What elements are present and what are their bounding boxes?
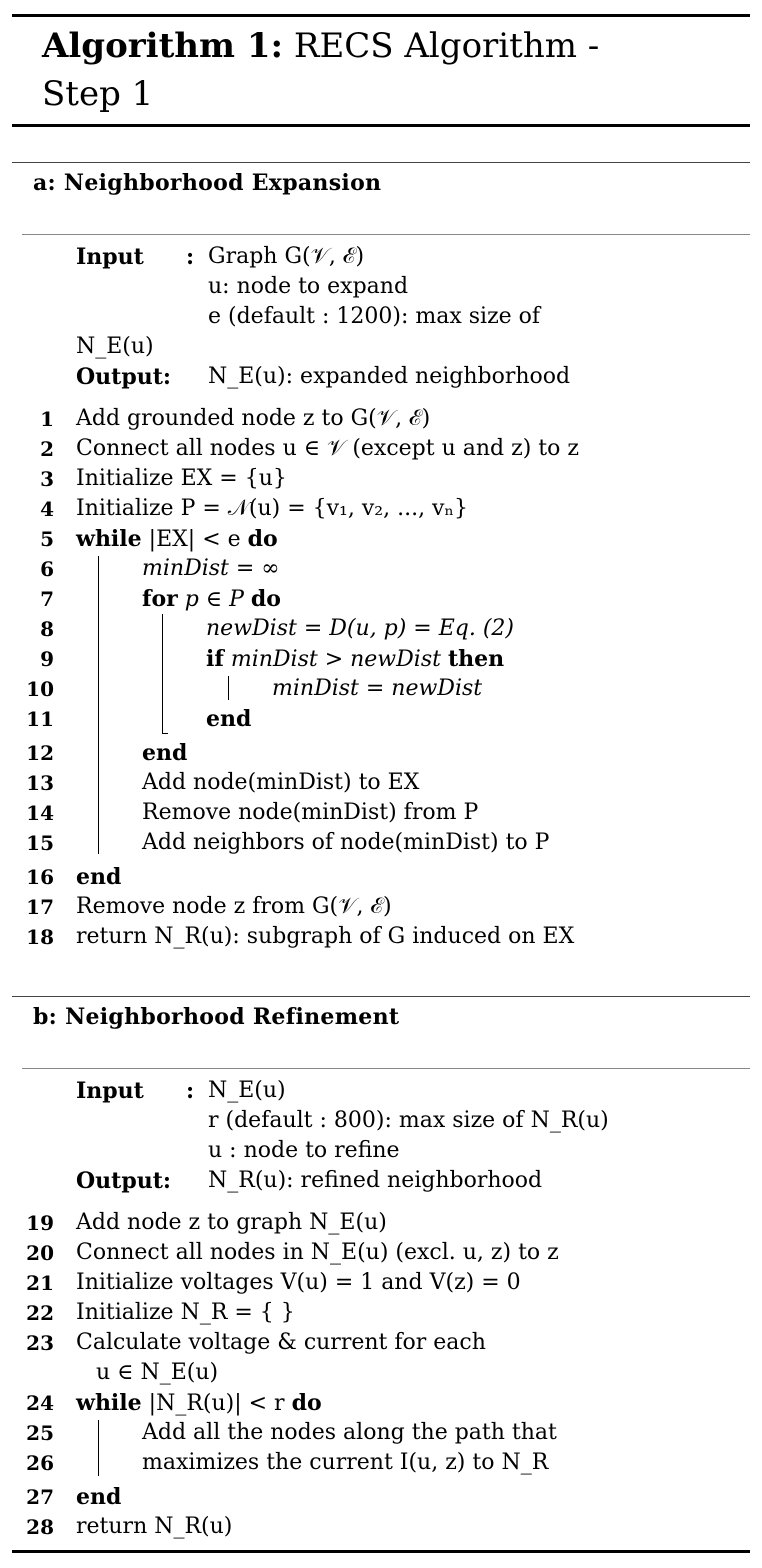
line-number: 14: [26, 801, 54, 825]
output-label-b: Output:: [76, 1168, 171, 1194]
expr: |N_R(u)| < r: [148, 1391, 285, 1416]
code-line: end: [76, 1484, 122, 1510]
input-a-wrap: N_E(u): [76, 334, 154, 359]
line-number: 18: [26, 925, 54, 949]
top-rule: [12, 14, 750, 17]
for-block-bar: [162, 614, 163, 734]
code-line: Initialize EX = {u}: [76, 466, 287, 491]
code-line: Connect all nodes u ∈ 𝒱 (except u and z) to z: [76, 436, 579, 461]
line-number: 3: [40, 467, 54, 491]
keyword: then: [447, 646, 505, 672]
line-number: 7: [40, 587, 54, 611]
code-line: Initialize N_R = { }: [76, 1300, 295, 1325]
code-line: Add all the nodes along the path that: [142, 1420, 557, 1445]
code-line: Add node(minDist) to EX: [142, 770, 420, 795]
code-line: Add neighbors of node(minDist) to P: [142, 830, 550, 855]
if-block-bar: [228, 676, 229, 700]
code-line: end: [142, 740, 188, 766]
keyword: while: [76, 1390, 142, 1416]
line-number: 20: [26, 1241, 54, 1265]
input-label-a: Input: [76, 244, 144, 270]
code-line: [206, 644, 504, 675]
keyword: do: [291, 1390, 322, 1416]
line-number: 6: [40, 557, 54, 581]
expr: minDist > newDist: [230, 647, 441, 672]
line-number: 17: [26, 895, 54, 919]
code-line: Remove node(minDist) from P: [142, 800, 479, 825]
input-a-1: Graph G(𝒱, ℰ): [208, 244, 365, 269]
code-line: [76, 524, 278, 555]
line-number: 16: [26, 865, 54, 889]
section-b-top-rule: [12, 996, 750, 997]
line-number: 11: [26, 707, 54, 731]
bottom-rule: [12, 1550, 750, 1553]
input-colon-b: :: [186, 1078, 195, 1104]
line-number: 5: [40, 527, 54, 551]
section-b-heading: b: Neighborhood Refinement: [33, 1004, 400, 1030]
input-b-1: N_E(u): [208, 1078, 286, 1103]
output-label-a: Output:: [76, 364, 171, 390]
code-line: maximizes the current I(u, z) to N_R: [142, 1450, 549, 1475]
line-number: 4: [40, 497, 54, 521]
keyword: while: [76, 526, 142, 552]
line-number: 22: [26, 1301, 54, 1325]
output-b: N_R(u): refined neighborhood: [208, 1168, 543, 1193]
line-number: 8: [40, 617, 54, 641]
section-b-rule: [22, 1068, 750, 1069]
expr: |EX| < e: [148, 527, 241, 552]
line-number: 9: [40, 647, 54, 671]
input-b-3: u : node to refine: [208, 1138, 400, 1163]
line-number: 28: [26, 1515, 54, 1539]
code-line: Add grounded node z to G(𝒱, ℰ): [76, 406, 431, 431]
line-number: 21: [26, 1271, 54, 1295]
for-block-hook: [162, 733, 168, 734]
code-line: Remove node z from G(𝒱, ℰ): [76, 894, 392, 919]
line-number: 1: [40, 407, 54, 431]
title-bold: Algorithm 1:: [42, 26, 284, 66]
input-a-2: u: node to expand: [208, 274, 409, 299]
line-number: 26: [26, 1451, 54, 1475]
keyword: if: [206, 646, 224, 672]
keyword: for: [142, 586, 178, 612]
code-line: Initialize P = 𝒩(u) = {v₁, v₂, ..., vₙ}: [76, 496, 468, 521]
line-number: 10: [26, 677, 54, 701]
line-number: 2: [40, 437, 54, 461]
code-line: newDist = D(u, p) = Eq. (2): [206, 616, 514, 641]
line-number: 24: [26, 1391, 54, 1415]
code-line: Initialize voltages V(u) = 1 and V(z) = 0: [76, 1270, 521, 1295]
code-line-wrap: u ∈ N_E(u): [96, 1360, 219, 1385]
output-a: N_E(u): expanded neighborhood: [208, 364, 571, 389]
code-line: minDist = ∞: [142, 556, 280, 581]
while-block-bar: [98, 556, 99, 854]
code-line: Add node z to graph N_E(u): [76, 1210, 387, 1235]
title-line2: Step 1: [42, 74, 154, 114]
title-rest: RECS Algorithm -: [293, 26, 600, 66]
code-line: minDist = newDist: [272, 676, 483, 701]
code-line: return N_R(u): [76, 1514, 233, 1539]
title-rule: [12, 124, 750, 127]
line-number: 19: [26, 1211, 54, 1235]
keyword: do: [250, 586, 281, 612]
line-number: 23: [26, 1331, 54, 1355]
line-number: 27: [26, 1485, 54, 1509]
input-b-2: r (default : 800): max size of N_R(u): [208, 1108, 609, 1133]
line-number: 13: [26, 771, 54, 795]
code-line: [142, 584, 281, 615]
code-line: [76, 1388, 322, 1419]
section-a-rule: [22, 234, 750, 235]
input-colon-a: :: [186, 244, 195, 270]
section-a-top-rule: [12, 162, 750, 163]
line-number: 12: [26, 741, 54, 765]
algorithm-title: [42, 22, 742, 118]
code-line: end: [76, 864, 122, 890]
code-line: Connect all nodes in N_E(u) (excl. u, z) to z: [76, 1240, 559, 1265]
expr: p ∈ P: [184, 587, 244, 612]
line-number: 15: [26, 831, 54, 855]
section-a-heading: a: Neighborhood Expansion: [33, 170, 382, 196]
while-block-bar-b: [98, 1420, 99, 1476]
code-line: return N_R(u): subgraph of G induced on EX: [76, 924, 575, 949]
code-line: end: [206, 706, 252, 732]
keyword: do: [247, 526, 278, 552]
line-number: 25: [26, 1421, 54, 1445]
input-a-3: e (default : 1200): max size of: [208, 304, 541, 329]
input-label-b: Input: [76, 1078, 144, 1104]
code-line: Calculate voltage & current for each: [76, 1330, 486, 1355]
